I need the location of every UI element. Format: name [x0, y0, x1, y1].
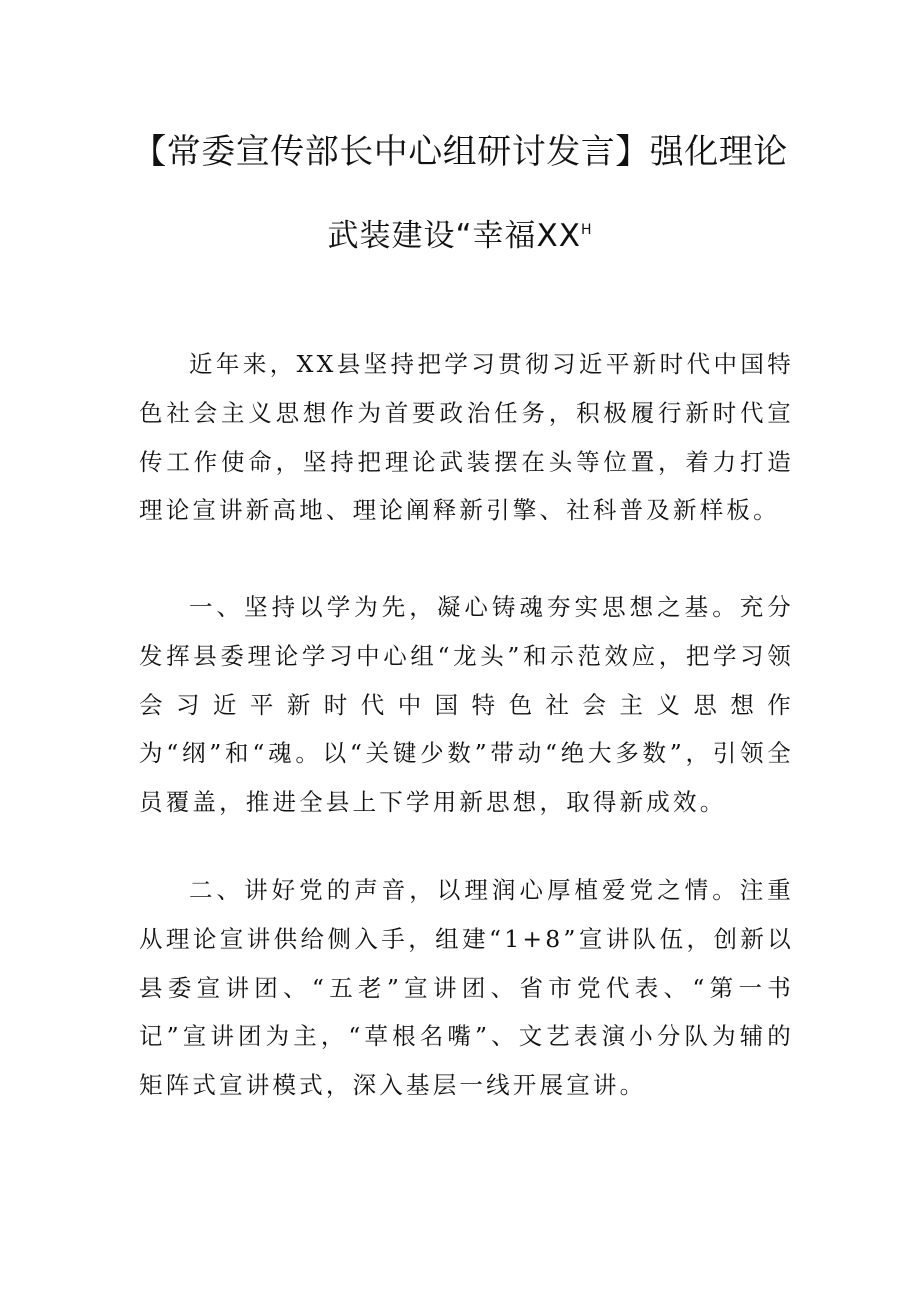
- document-title-line-2-sup: H: [581, 222, 593, 238]
- paragraph-section-1: 一、坚持以学为先，凝心铸魂夯实思想之基。充分发挥县委理论学习中心组“龙头”和示范效应，把学习领会习近平新时代中国特色社会主义思想作为“纲”和“魂。以“关键少数”带动“绝大多数”，引领全员覆盖，推进全县上下学用新思想，取得新成效。: [139, 593, 794, 817]
- paragraph-section-2: 二、讲好党的声音，以理润心厚植爱党之情。注重从理论宣讲供给侧入手，组建“1+8”宣讲队伍，创新以县委宣讲团、“五老”宣讲团、省市党代表、“第一书记”宣讲团为主，“草根名嘴”、文艺表演小分队为辅的矩阵式宣讲模式，深入基层一线开展宣讲。: [139, 876, 794, 1100]
- paragraph-intro: 近年来，XX县坚持把学习贯彻习近平新时代中国特色社会主义思想作为首要政治任务，积极履行新时代宣传工作使命，坚持把理论武装摆在头等位置，着力打造理论宣讲新高地、理论阐释新引擎、社科普及新样板。: [139, 350, 794, 525]
- document-title-line-2: [0, 206, 920, 260]
- document-title-line-1: 【常委宣传部长中心组研讨发言】强化理论: [132, 132, 788, 172]
- document-title-line-2-text: 武装建设“幸福XX: [327, 218, 581, 254]
